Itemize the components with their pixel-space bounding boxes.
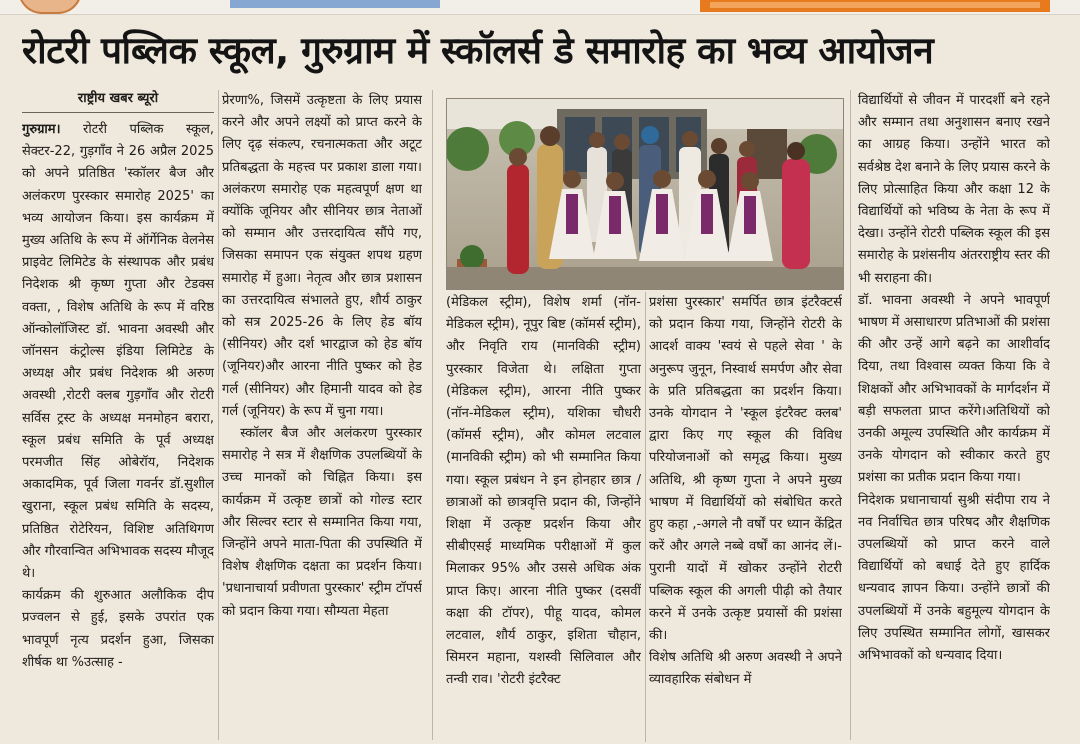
article-paragraph: विद्यार्थियों से जीवन में पारदर्शी बने रहने और सम्मान तथा अनुशासन बनाए रखने का आग्रह किया। उन्होंने भारत को सर्वश्रेष्ठ देश बनाने के लिए प्रयास करने के लिए प्रोत्साहित किया और कक्षा 12 के विद्यार्थियों को भविष्य के नेता के रूप में देखा। उन्होंने रोटरी पब्लिक स्कूल की इस समारोह के प्रशंसनीय अंतरराष्ट्रीय स्तर की भी सराहना की।	[858, 93, 1050, 286]
article-paragraph: प्रशंसा पुरस्कार' समर्पित छात्र इंटरैक्टर्स को प्रदान किया गया, जिन्होंने रोटरी के आदर्श वाक्य 'स्वयं से पहले सेवा ' के अनुरूप जुनून, निस्वार्थ समर्पण और सेवा के प्रति प्रतिबद्धता का प्रदर्शन किया। उनके योगदान ने 'स्कूल इंटरैक्ट क्लब' द्वारा किए गए स्कूल की विविध परियोजनाओं को समृद्ध किया। मुख्य अतिथि, श्री कृष्ण गुप्ता ने अपने मुख्य भाषण में विद्यार्थियों को संबोधित करते हुए कहा ,-अगले नौ वर्षों पर ध्यान केंद्रित करें और अगले नब्बे वर्षों का आनंद लें।- पुरानी यादों में खोकर उन्होंने रोटरी पब्लिक स्कूल की अगली पीढ़ी को तैयार करने में उनके उत्कृष्ट प्रयासों की प्रशंसा की।	[649, 295, 842, 644]
column-divider	[645, 292, 646, 742]
column-divider	[218, 90, 219, 740]
masthead-orange-inner	[710, 2, 1040, 8]
article-column-5	[858, 90, 1050, 740]
column-divider	[432, 90, 433, 740]
article-column-2	[222, 90, 422, 740]
newspaper-logo	[18, 0, 82, 14]
article-column-3	[446, 292, 641, 742]
masthead-strip	[0, 0, 1080, 15]
article-paragraph: स्कॉलर बैज और अलंकरण पुरस्कार समारोह ने सत्र में शैक्षणिक उपलब्धियों के उच्च मानकों को चिह्नित किया। इस कार्यक्रम में उत्कृष्ट छात्रों को गोल्ड स्टार और सिल्वर स्टार से सम्मानित किया गया, जिन्होंने अपने माता-पिता की उपस्थिति में विशेष शैक्षणिक दक्षता का प्रदर्शन किया। 'प्रधानाचार्या प्रवीणता पुरस्कार' स्ट्रीम टॉपर्स को प्रदान किया गया। सौम्यता मेहता	[222, 426, 422, 619]
article-paragraph: निदेशक प्रधानाचार्या सुश्री संदीपा राय ने नव निर्वाचित छात्र परिषद और शैक्षणिक उपलब्धियों को प्राप्त करने वाले विद्यार्थियों को बधाई देते हुए हार्दिक धन्यवाद ज्ञापन किया। उन्होंने छात्रों की उपलब्धियों में उनके बहुमूल्य योगदान के लिए उपस्थित सम्मानित लोगों, खासकर अभिभावकों को धन्यवाद दिया।	[858, 492, 1050, 664]
column-divider	[850, 90, 851, 740]
article-paragraph: विशेष अतिथि श्री अरुण अवस्थी ने अपने व्यावहारिक संबोधन में	[649, 650, 842, 688]
article-paragraph: डॉ. भावना अवस्थी ने अपने भावपूर्ण भाषण में असाधारण प्रतिभाओं की प्रशंसा की और उन्हें आगे बढ़ने का आशीर्वाद दिया, तथा विश्वास व्यक्त किया कि वे शिक्षकों और अभिभावकों के मार्गदर्शन में बड़ी सफलता प्राप्त करेंगे।अतिथियों को उनकी अमूल्य उपस्थिति और कार्यक्रम में उनके योगदान को स्वीकार करते हुए प्रशंसा का प्रतीक प्रदान किया गया।	[858, 292, 1050, 486]
article-headline: रोटरी पब्लिक स्कूल, गुरुग्राम में स्कॉलर्स डे समारोह का भव्य आयोजन	[22, 29, 934, 72]
article-paragraph: कार्यक्रम की शुरुआत अलौकिक दीप प्रज्वलन से हुई, इसके उपरांत एक भावपूर्ण नृत्य प्रदर्शन हुआ, जिसका शीर्षक था %उत्साह -	[22, 588, 214, 670]
paragraph-text: रोटरी पब्लिक स्कूल, सेक्टर-22, गुड़गाँव ने 26 अप्रैल 2025 को अपने प्रतिष्ठित 'स्कॉलर बैज और अलंकरण पुरस्कार समारोह 2025' का भव्य आयोजन किया। इस कार्यक्रम में मुख्य अतिथि के रूप में ऑर्गेनिक वेलनेस प्राइवेट लिमिटेड के संस्थापक और प्रबंध निदेशक श्री कृष्ण गुप्ता और टेडक्स वक्ता, , विशेष अतिथि के रूप में वरिष्ठ ऑन्कोलॉजिस्ट डॉ. भावना अवस्थी और जॉनसन कंट्रोल्स इंडिया लिमिटेड के अध्यक्ष और प्रबंध निदेशक श्री अरुण अवस्थी ,रोटरी क्लब गुड़गाँव और रोटरी सर्विस ट्रस्ट के अध्यक्ष मनमोहन बरारा, स्कूल प्रबंध समिति के पूर्व अध्यक्ष परमजीत सिंह ओबेरॉय, निदेशक अकादमिक, पूर्व जिला गवर्नर डॉ.सुशील खुराना, स्कूल प्रबंध समिति के सदस्य, प्रतिष्ठित रोटेरियन, विशिष्ट अतिथिगण और गौरवान्वित अभिभावक सदस्य मौजूद थे।	[22, 122, 214, 582]
byline: राष्ट्रीय खबर ब्यूरो	[22, 90, 214, 113]
article-column-1	[22, 90, 214, 740]
masthead-blue-band	[230, 0, 440, 8]
group-photo	[446, 98, 844, 290]
dateline: गुरुग्राम।	[22, 122, 61, 137]
article-paragraph: प्रेरणा%, जिसमें उत्कृष्टता के लिए प्रयास करने और अपने लक्ष्यों को प्राप्त करने के लिए दृढ़ संकल्प, रचनात्मकता और अटूट प्रतिबद्धता के महत्त्व पर प्रकाश डाला गया। अलंकरण समारोह एक महत्वपूर्ण क्षण था क्योंकि जूनियर और सीनियर छात्र नेताओं को सम्मान और उत्तरदायित्व सौंपे गए, जिसका समापन एक संयुक्त शपथ ग्रहण समारोह में हुआ। नेतृत्व और छात्र प्रशासन का उत्तरदायित्व संभालते हुए, शौर्य ठाकुर को सत्र 2025-26 के लिए हेड बॉय (सीनियर) और दर्श भारद्वाज को हेड बॉय (जूनियर)और आरना नीति पुष्कर को हेड गर्ल (सीनियर) और हिमानी यादव को हेड गर्ल (जूनियर) के रूप में चुना गया।	[222, 93, 422, 419]
article-column-4	[649, 292, 842, 742]
article-paragraph: (मेडिकल स्ट्रीम), विशेष शर्मा (नॉन-मेडिकल स्ट्रीम), नूपुर बिष्ट (कॉमर्स स्ट्रीम), और निवृति राय (मानविकी स्ट्रीम) पुरस्कार विजेता थे। लक्षिता गुप्ता (मेडिकल स्ट्रीम), आरना नीति पुष्कर (नॉन-मेडिकल स्ट्रीम), यशिका चौधरी (कॉमर्स स्ट्रीम), और कोमल लटवाल (मानविकी स्ट्रीम) को भी सम्मानित किया गया। स्कूल प्रबंधन ने इन होनहार छात्र /छात्राओं को छात्रवृत्ति प्रदान की, जिन्होंने शिक्षा में उत्कृष्ट प्रदर्शन किया और सीबीएसई माध्यमिक परीक्षाओं में कुल मिलाकर 95% और उससे अधिक अंक प्राप्त किए। आरना नीति पुष्कर (दसवीं कक्षा की टॉपर), पीहू यादव, कोमल लटवाल, शौर्य ठाकुर, इशिता चौहान, सिमरन महाना, यशस्वी सिलिवाल और तन्वी राव। 'रोटरी इंटरैक्ट	[446, 295, 641, 688]
article-paragraph	[22, 119, 214, 585]
group-photo-image	[447, 99, 843, 289]
